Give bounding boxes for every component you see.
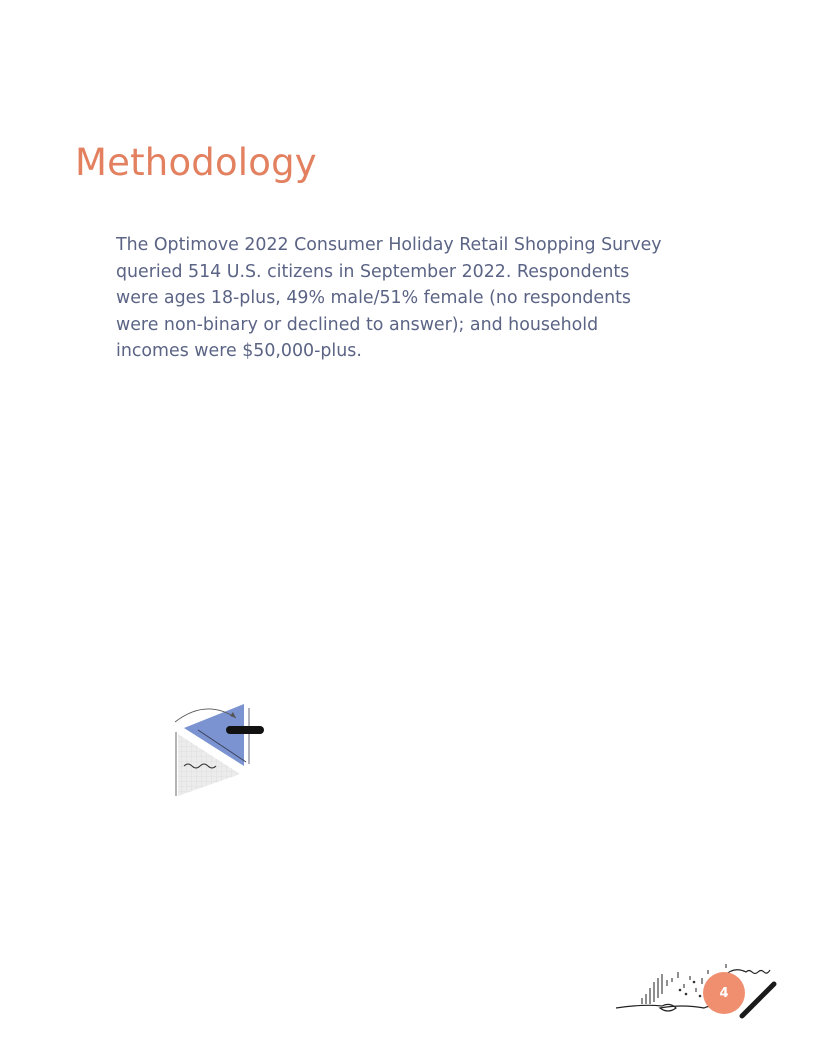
page-number: 4 (719, 985, 729, 1001)
pen-stroke-icon (736, 978, 782, 1024)
page-title: Methodology (75, 141, 317, 184)
methodology-paragraph: The Optimove 2022 Consumer Holiday Retail Shopping Survey queried 514 U.S. citizens in September 2022. Respondents were ages 18-plus, 49% male/51% female (no respondents were non-binary or declined to answer); and household incomes were $50,000-plus. (116, 235, 662, 362)
abstract-triangle-graph-illustration-icon (166, 696, 270, 802)
